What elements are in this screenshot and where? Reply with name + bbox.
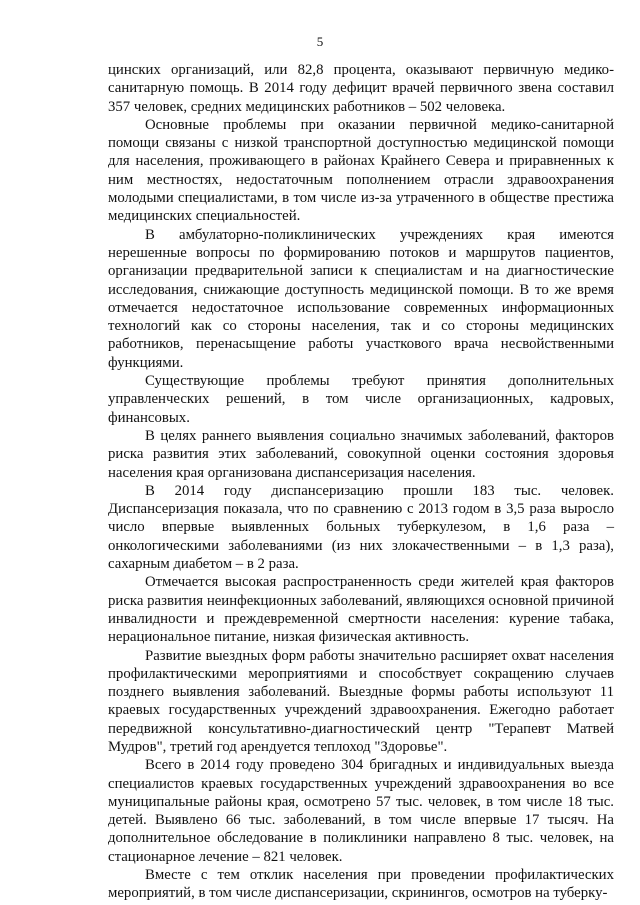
page-number: 5 xyxy=(316,34,324,49)
paragraph-5: В целях раннего выявления социально значимых заболеваний, факторов риска развития этих заболеваний, совокупной оценки состояния здоровья населения края организована диспансеризация населения. xyxy=(108,427,614,481)
paragraph-8: Развитие выездных форм работы значительно расширяет охват населения профилактическими мероприятиями и способствует сокращению случаев позднего выявления заболеваний. Выездные формы работы используют 11 краевых государственных учреждений здравоохранения. Ежегодно работает передвижной консультативно-диагностический центр "Терапевт Матвей Мудров", третий год арендуется теплоход "Здоровье". xyxy=(108,647,614,755)
paragraph-7: Отмечается высокая распространенность среди жителей края факторов риска развития неинфекционных заболеваний, являющихся основной причиной инвалидности и преждевременной смертности населения: курение табака, нерациональное питание, низкая физическая активность. xyxy=(108,574,614,646)
paragraph-9: Всего в 2014 году проведено 304 бригадных и индивидуальных выезда специалистов краевых государственных учреждений здравоохранения во все муниципальные районы края, осмотрено 57 тыс. человек, в том числе 18 тыс. детей. Выявлено 66 тыс. заболеваний, в том числе впервые 17 тысяч. На дополнительное обследование в поликлиники направлено 8 тыс. человек, на стационарное лечение – 821 человек. xyxy=(108,757,614,865)
paragraph-1: цинских организаций, или 82,8 процента, оказывают первичную медико-санитарную помощь. В 2014 году дефицит врачей первичного звена составил 357 человек, средних медицинских работников – 502 человека. xyxy=(108,62,614,115)
body-text xyxy=(108,61,614,903)
paragraph-6: В 2014 году диспансеризацию прошли 183 тыс. человек. Диспансеризация показала, что по сравнению с 2013 годом в 3,5 раза выросло число впервые выявленных больных туберкулезом, в 1,6 раза – онкологическими заболеваниями (из них злокачественными – в 1,3 раза), сахарным диабетом – в 2 раза. xyxy=(108,482,614,573)
paragraph-4: Существующие проблемы требуют принятия дополнительных управленческих решений, в том числе организационных, кадровых, финансовых. xyxy=(108,373,614,426)
paragraph-2: Основные проблемы при оказании первичной медико-санитарной помощи связаны с низкой транспортной доступностью медицинской помощи для населения, проживающего в районах Крайнего Севера и приравненных к ним местностях, недостаточным пополнением отрасли здравоохранения молодыми специалистами, в том числе из-за утраченного в обществе престижа медицинских специальностей. xyxy=(108,116,614,225)
paragraph-3: В амбулаторно-поликлинических учреждениях края имеются нерешенные вопросы по формированию потоков и маршрутов пациентов, организации предварительной записи к специалистам и на диагностические исследования, снижающие доступность медицинской помощи. В то же время отмечается недостаточное использование современных информационных технологий как со стороны населения, так и со стороны медицинских работников, перенасыщение работы участкового врача несвойственными функциями. xyxy=(108,226,614,371)
paragraph-10: Вместе с тем отклик населения при проведении профилактических мероприятий, в том числе диспансеризации, скринингов, осмотров на туберку- xyxy=(108,867,614,902)
